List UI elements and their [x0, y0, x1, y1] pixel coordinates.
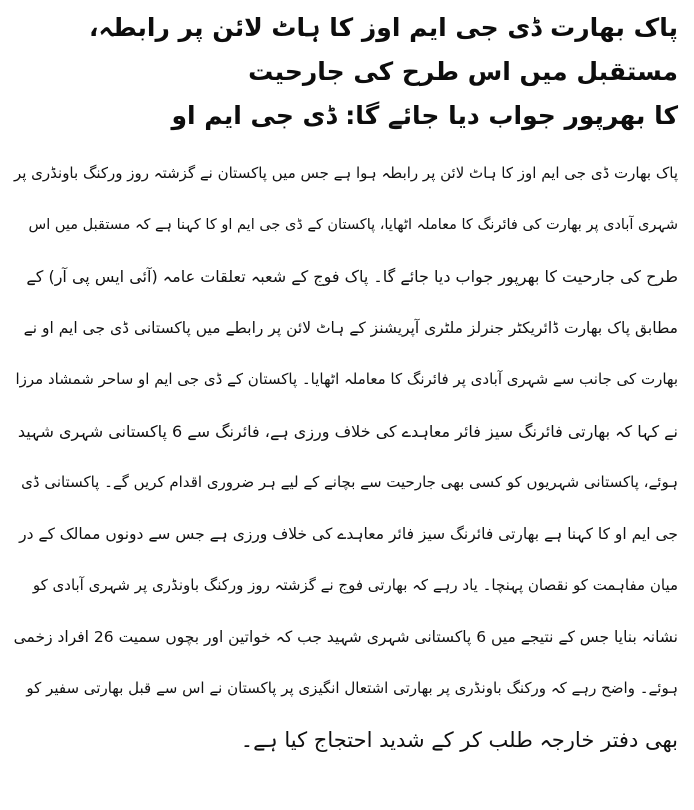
body-line: نے کہا کہ بھارتی فائرنگ سیز فائر معاہدے کی خلاف ورزی ہے، فائرنگ سے 6 پاکستانی شہری شہید [17, 421, 678, 441]
news-article [14, 6, 678, 766]
body-line: نشانہ بنایا جس کے نتیجے میں 6 پاکستانی شہری شہید جب کہ خواتین اور بچوں سمیت 26 افراد زخمی [13, 627, 678, 646]
headline-line: پاک بھارت ڈی جی ایم اوز کا ہاٹ لائن پر رابطہ، مستقبل میں اس طرح کی جارحیت [89, 13, 678, 86]
body-line: جی ایم او کا کہنا ہے بھارتی فائرنگ سیز فائر معاہدے کی خلاف ورزی ہے جس سے دونوں ممالک کے در [19, 524, 678, 543]
article-body [14, 148, 678, 766]
headline-line: کا بھرپور جواب دیا جائے گا: ڈی جی ایم او [171, 101, 678, 130]
body-line: مطابق پاک بھارت ڈائریکٹر جنرلز ملٹری آپریشنز کے ہاٹ لائن پر رابطے میں پاکستانی ڈی جی ایم او نے [23, 318, 678, 337]
article-headline [14, 6, 678, 138]
body-line: پاک بھارت ڈی جی ایم اوز کا ہاٹ لائن پر رابطہ ہوا ہے جس میں پاکستان نے گزشتہ روز ورکنگ باونڈری پر [13, 164, 678, 182]
body-line: بھی دفتر خارجہ طلب کر کے شدید احتجاج کیا ہے۔ [240, 727, 678, 752]
body-line: ہوئے۔ واضح رہے کہ ورکنگ باونڈری پر بھارتی اشتعال انگیزی پر پاکستان نے اس سے قبل بھارتی سفیر کو [26, 679, 678, 697]
body-line: شہری آبادی پر بھارت کی فائرنگ کا معاملہ اٹھایا، پاکستان کے ڈی جی ایم او کا کہنا ہے کہ مستقبل میں اس [28, 216, 678, 233]
body-line: میان مفاہمت کو نقصان پہنچا۔ یاد رہے کہ بھارتی فوج نے گزشتہ روز ورکنگ باونڈری پر شہری آبادی کو [32, 576, 678, 594]
body-line: بھارت کی جانب سے شہری آبادی پر فائرنگ کا معاملہ اٹھایا۔ پاکستان کے ڈی جی ایم او ساحر شمشاد مرزا [15, 370, 678, 388]
body-line: طرح کی جارحیت کا بھرپور جواب دیا جائے گا۔ پاک فوج کے شعبہ تعلقات عامہ (آئی ایس پی آر) کے [26, 267, 678, 286]
body-line: ہوئے، پاکستانی شہریوں کو کسی بھی جارحیت سے بچانے کے لیے ہر ضروری اقدام کریں گے۔ پاکستانی ڈی [21, 473, 678, 491]
